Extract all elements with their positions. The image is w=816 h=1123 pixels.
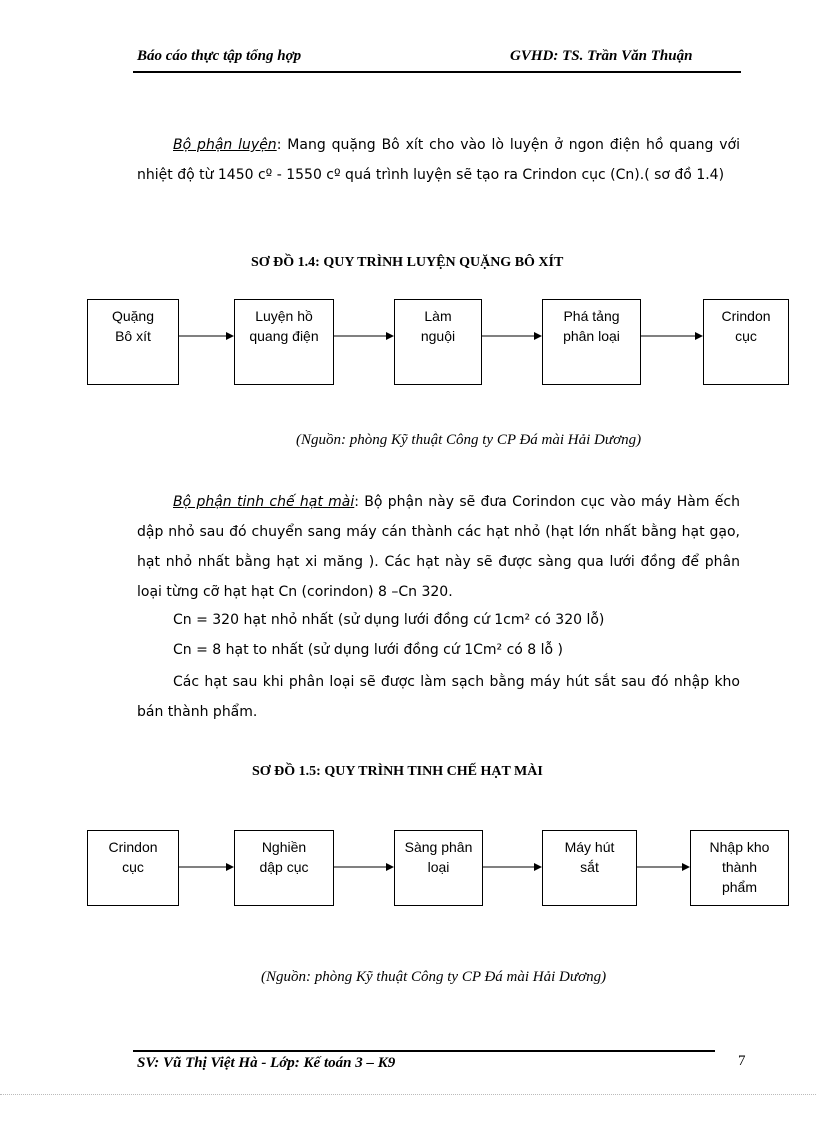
paragraph-lead: Bộ phận luyện — [173, 137, 277, 153]
box-line: quang điện — [249, 328, 319, 344]
paragraph-text: : Mang quặng Bô xít cho vào lò luyện ở ngon điện hồ quang với nhiệt độ từ 1450 cº - 1550 cº quá trình luyện sẽ tạo ra Crindon cục (Cn).( sơ đồ 1.4) — [137, 137, 740, 183]
diagram-1-title: SƠ ĐỒ 1.4: QUY TRÌNH LUYỆN QUẶNG BÔ XÍT — [251, 255, 564, 270]
diagram-2-source: (Nguồn: phòng Kỹ thuật Công ty CP Đá mài Hải Dương) — [261, 969, 607, 985]
footer-rule — [133, 1050, 715, 1052]
diagram-2-box-3 — [394, 830, 483, 906]
page-number: 7 — [738, 1053, 746, 1069]
box-line: phân loại — [563, 328, 620, 344]
box-line: Nhập kho — [709, 839, 770, 855]
header-right: GVHD: TS. Trần Văn Thuận — [510, 48, 693, 64]
box-line: Luyện hồ — [255, 308, 313, 324]
diagram-1-source: (Nguồn: phòng Kỹ thuật Công ty CP Đá mài Hải Dương) — [296, 432, 642, 448]
footer-student: SV: Vũ Thị Việt Hà - Lớp: Kế toán 3 – K9 — [137, 1055, 396, 1071]
diagram-2-title: SƠ ĐỒ 1.5: QUY TRÌNH TINH CHẾ HẠT MÀI — [252, 764, 543, 779]
paragraph-lead: Bộ phận tinh chế hạt mài — [173, 494, 355, 510]
box-line: Sàng phân — [404, 839, 473, 855]
paragraph-text: : Bộ phận này sẽ đưa Corindon cục vào máy Hàm ếch dập nhỏ sau đó chuyển sang máy cán thành các hạt nhỏ (hạt lớn nhất bằng hạt gạo, hạt nhỏ nhất bằng hạt xi măng ). Các hạt này sẽ được sàng qua lưới đồng để phân loại từng cỡ hạt hạt Cn (corindon) 8 –Cn 320. — [137, 494, 740, 600]
paragraph-tinh-che — [137, 487, 740, 607]
box-line: Bô xít — [115, 328, 151, 344]
cn-320-line: Cn = 320 hạt nhỏ nhất (sử dụng lưới đồng cứ 1cm² có 320 lỗ) — [173, 612, 605, 628]
box-line: dập cục — [259, 859, 309, 875]
diagram-2-box-2 — [234, 830, 334, 906]
box-line: Crindon — [721, 308, 771, 324]
box-line: cục — [735, 328, 757, 344]
diagram-2-box-5 — [690, 830, 789, 906]
box-line: Làm — [424, 308, 452, 324]
box-line: phẩm — [721, 879, 758, 895]
cn-8-line: Cn = 8 hạt to nhất (sử dụng lưới đồng cứ 1Cm² có 8 lỗ ) — [173, 642, 564, 658]
box-line: Quặng — [111, 308, 155, 324]
box-line: thành — [721, 859, 758, 875]
box-line: loại — [427, 859, 450, 875]
box-line: Nghiền — [261, 839, 307, 855]
paragraph-lam-sach: Các hạt sau khi phân loại sẽ được làm sạch bằng máy hút sắt sau đó nhập kho bán thành phẩm. — [137, 674, 740, 720]
box-line: Phá tảng — [563, 308, 620, 324]
box-line: cục — [122, 859, 144, 875]
box-line: Crindon — [108, 839, 158, 855]
diagram-2-box-1 — [87, 830, 179, 906]
box-line: Máy hút — [564, 839, 615, 855]
page-edge-divider — [0, 1094, 816, 1095]
box-line: sắt — [580, 859, 599, 875]
box-line: nguội — [420, 328, 456, 344]
diagram-2-box-4 — [542, 830, 637, 906]
header-left: Báo cáo thực tập tổng hợp — [137, 48, 302, 64]
